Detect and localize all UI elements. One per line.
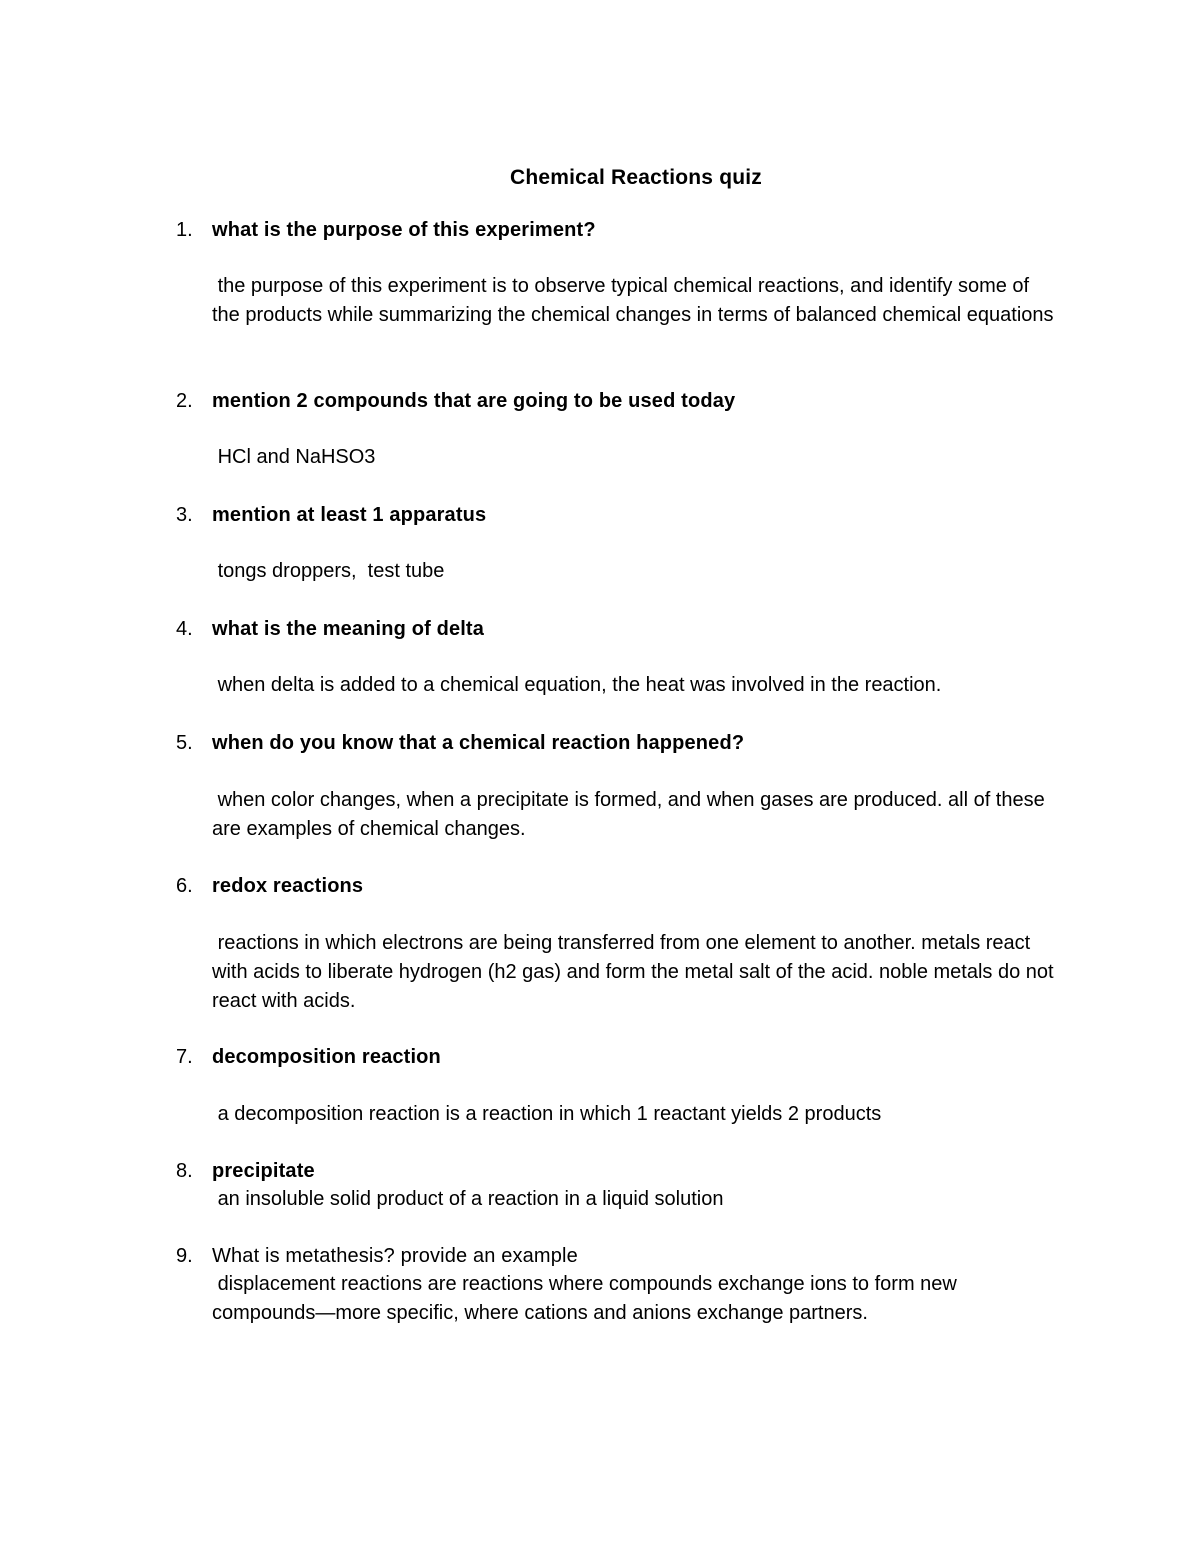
answer-text: displacement reactions are reactions where compounds exchange ions to form new compounds—more specific, where cations and anions exchange partners. <box>212 1273 963 1324</box>
question-number: 7. <box>176 1046 193 1068</box>
question-text: what is the purpose of this experiment? <box>212 219 596 241</box>
question-number: 8. <box>176 1160 193 1182</box>
question-number: 5. <box>176 732 193 754</box>
question-text: what is the meaning of delta <box>212 618 485 640</box>
question-text: precipitate <box>212 1160 315 1182</box>
question-text: when do you know that a chemical reaction happened? <box>212 732 745 754</box>
question-number: 6. <box>176 875 193 897</box>
question-number: 9. <box>176 1245 193 1267</box>
answer-text: when delta is added to a chemical equation, the heat was involved in the reaction. <box>212 674 942 696</box>
question-number: 1. <box>176 219 193 241</box>
answer-text: when color changes, when a precipitate is formed, and when gases are produced. all of these are examples of chemical changes. <box>212 789 1051 840</box>
question-text: What is metathesis? provide an example <box>212 1245 578 1267</box>
question-text: redox reactions <box>212 875 364 897</box>
question-number: 2. <box>176 390 193 412</box>
question-text: mention at least 1 apparatus <box>212 504 487 526</box>
document-title: Chemical Reactions quiz <box>510 166 762 189</box>
question-number: 3. <box>176 504 193 526</box>
answer-text: HCl and NaHSO3 <box>212 446 376 468</box>
answer-text: a decomposition reaction is a reaction in which 1 reactant yields 2 products <box>212 1103 882 1125</box>
question-number: 4. <box>176 618 193 640</box>
question-text: mention 2 compounds that are going to be used today <box>212 390 736 412</box>
answer-text: tongs droppers, test tube <box>212 560 445 582</box>
answer-text: the purpose of this experiment is to observe typical chemical reactions, and identify some of the products while summarizing the chemical changes in terms of balanced chemical equations <box>212 275 1054 326</box>
answer-text: reactions in which electrons are being transferred from one element to another. metals react with acids to liberate hydrogen (h2 gas) and form the metal salt of the acid. noble metals do not react with acids. <box>212 932 1060 1012</box>
answer-text: an insoluble solid product of a reaction in a liquid solution <box>212 1188 724 1210</box>
question-text: decomposition reaction <box>212 1046 441 1068</box>
